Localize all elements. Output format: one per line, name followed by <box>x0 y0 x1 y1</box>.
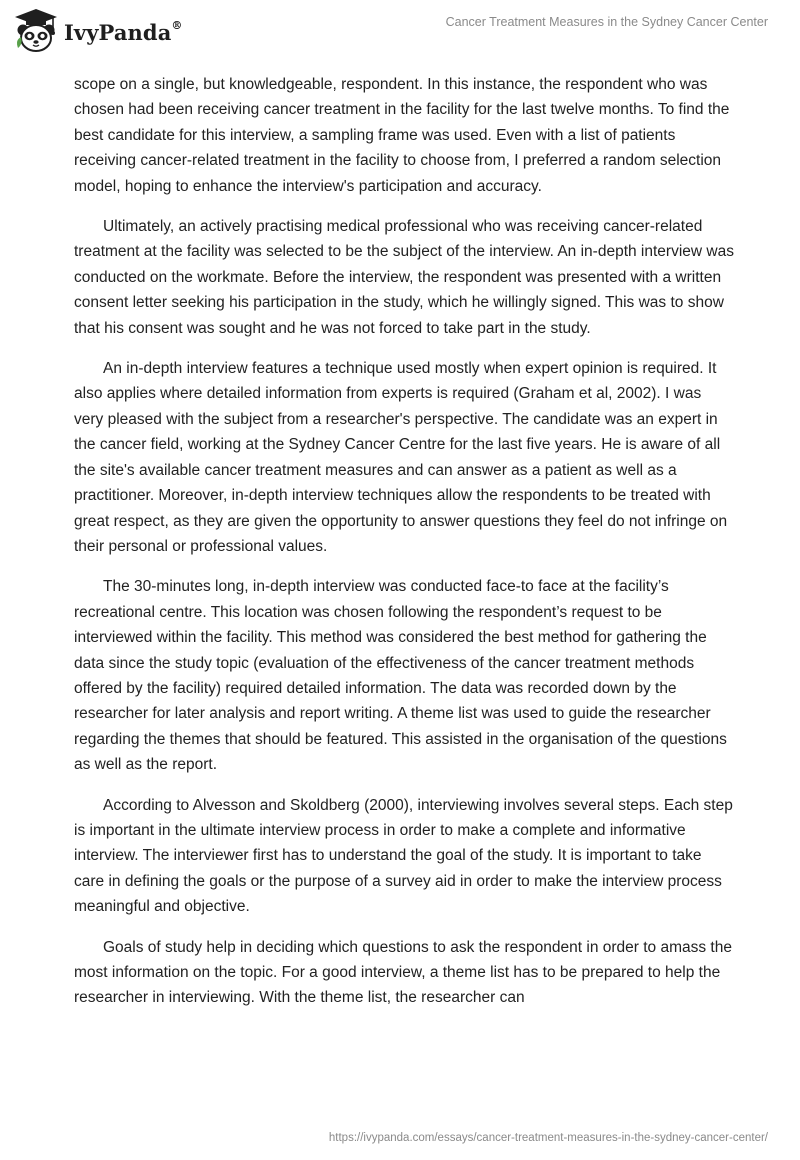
brand-logo[interactable] <box>14 8 183 54</box>
paragraph: scope on a single, but knowledgeable, respondent. In this instance, the respondent who was chosen had been receiving cancer treatment in the facility for the last twelve months. To find the best candidate for this interview, a sampling frame was used. Even with a list of patients receiving cancer-related treatment in the facility to choose from, I preferred a random selection model, hoping to enhance the interview's participation and accuracy. <box>74 76 730 195</box>
footer-source-url[interactable]: https://ivypanda.com/essays/cancer-treatment-measures-in-the-sydney-cancer-center/ <box>328 1132 768 1144</box>
paragraph: The 30-minutes long, in-depth interview was conducted face-to face at the facility’s recreational centre. This location was chosen following the respondent’s request to be interviewed within the facility. This method was considered the best method for gathering the data since the study topic (evaluation of the effectiveness of the cancer treatment methods offered by the facility) required detailed information. The data was recorded down by the researcher for later analysis and report writing. A theme list was used to guide the researcher regarding the themes that should be featured. This assisted in the organisation of the questions as well as the report. <box>74 578 727 774</box>
registered-mark: ® <box>171 18 183 32</box>
paragraph: Ultimately, an actively practising medical professional who was receiving cancer-related treatment at the facility was selected to be the subject of the interview. An in-depth interview was conducted on the workmate. Before the interview, the respondent was presented with a written consent letter seeking his participation in the study, which he willingly signed. This was to show that his consent was sought and he was not forced to take part in the study. <box>74 218 734 337</box>
panda-graduation-cap-icon <box>14 8 58 54</box>
paragraph: An in-depth interview features a technique used mostly when expert opinion is required. It also applies where detailed information from experts is required (Graham et al, 2002). I was very pleased with the subject from a researcher's perspective. The candidate was an expert in the cancer field, working at the Sydney Cancer Centre for the last five years. He is aware of all the site's available cancer treatment measures and can answer as a patient as well as a practitioner. Moreover, in-depth interview techniques allow the respondents to be treated with great respect, as they are given the opportunity to answer questions they feel do not infringe on their personal or professional values. <box>74 360 728 555</box>
essay-body <box>74 72 734 1026</box>
brand-name: IvyPanda® <box>64 18 183 45</box>
document-title: Cancer Treatment Measures in the Sydney Cancer Center <box>445 15 768 29</box>
paragraph: Goals of study help in deciding which questions to ask the respondent in order to amass the most information on the topic. For a good interview, a theme list has to be prepared to help the researcher in interviewing. With the theme list, the researcher can <box>74 938 732 1007</box>
paragraph: According to Alvesson and Skoldberg (2000), interviewing involves several steps. Each step is important in the ultimate interview process in order to make a complete and informative interview. The interviewer first has to understand the goal of the study. It is important to take care in defining the goals or the purpose of a survey aid in order to make the interview process meaningful and objective. <box>74 796 733 916</box>
page-header <box>0 0 800 62</box>
